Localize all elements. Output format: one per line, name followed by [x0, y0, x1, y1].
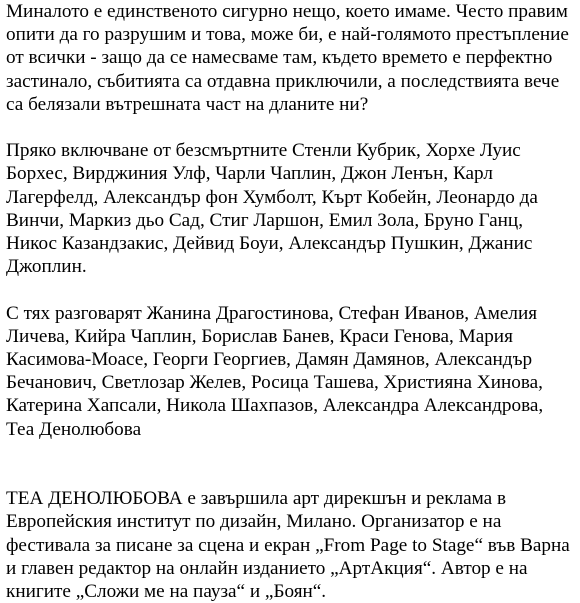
text-line: Катерина Хапсали, Никола Шахпазов, Александра Александрова, [6, 395, 544, 417]
text-line: опити да го разрушим и това, може би, е най-голямото престъпление [6, 24, 569, 46]
text-line: Теа Денолюбова [6, 418, 142, 440]
text-line: Касимова-Моасе, Георги Георгиев, Дамян Дамянов, Александър [6, 349, 533, 371]
text-line: Миналото е единственото сигурно нещо, което имаме. Често правим [6, 1, 568, 22]
text-line: Борхес, Вирджиния Улф, Чарли Чаплин, Джон Ленън, Карл [6, 163, 493, 185]
document-page [6, 0, 578, 603]
text-line: фестивала за писане за сцена и екран „From Page to Stage“ във Варна [6, 534, 570, 556]
text-line: застинало, събитията са отдавна приключили, а последствията вече [6, 70, 560, 92]
text-line: С тях разговарят Жанина Драгостинова, Стефан Иванов, Амелия [6, 302, 538, 324]
text-line: Бечанович, Светлозар Желев, Росица Ташева, Християна Хинова, [6, 372, 543, 394]
paragraph-intro [6, 0, 578, 116]
text-line: Джоплин. [6, 256, 87, 278]
paragraph-immortals [6, 139, 578, 278]
text-line: от всички - защо да се намесваме там, където времето е перфектно [6, 47, 553, 69]
text-line: ТЕА ДЕНОЛЮБОВА е завършила арт дирекшън и реклама в [6, 488, 507, 510]
paragraph-spacer [6, 116, 578, 139]
text-line: и главен редактор на онлайн изданието „АртАкция“. Автор е на [6, 557, 528, 579]
text-line: Европейския институт по дизайн, Милано. Организатор е на [6, 511, 502, 533]
paragraph-author-bio [6, 487, 578, 603]
text-line: книгите „Сложи ме на пауза“ и „Боян“. [6, 581, 327, 603]
text-line: Винчи, Маркиз дьо Сад, Стиг Ларшон, Емил Зола, Бруно Ганц, [6, 209, 523, 231]
text-line: Лагерфелд, Алeксандър фон Хумболт, Кърт Кобейн, Леонардо да [6, 186, 538, 208]
paragraph-spacer [6, 278, 578, 301]
text-line: Никос Казандзакис, Дейвид Боуи, Александър Пушкин, Джанис [6, 233, 533, 255]
paragraph-spacer [6, 441, 578, 487]
text-line: Пряко включване от безсмъртните Стенли Кубрик, Хорхе Луис [6, 140, 521, 162]
paragraph-speakers [6, 302, 578, 441]
text-line: Личева, Кийра Чаплин, Борислав Банев, Краси Генова, Мария [6, 325, 513, 347]
text-line: са белязали вътрешната част на дланите ни? [6, 93, 369, 115]
